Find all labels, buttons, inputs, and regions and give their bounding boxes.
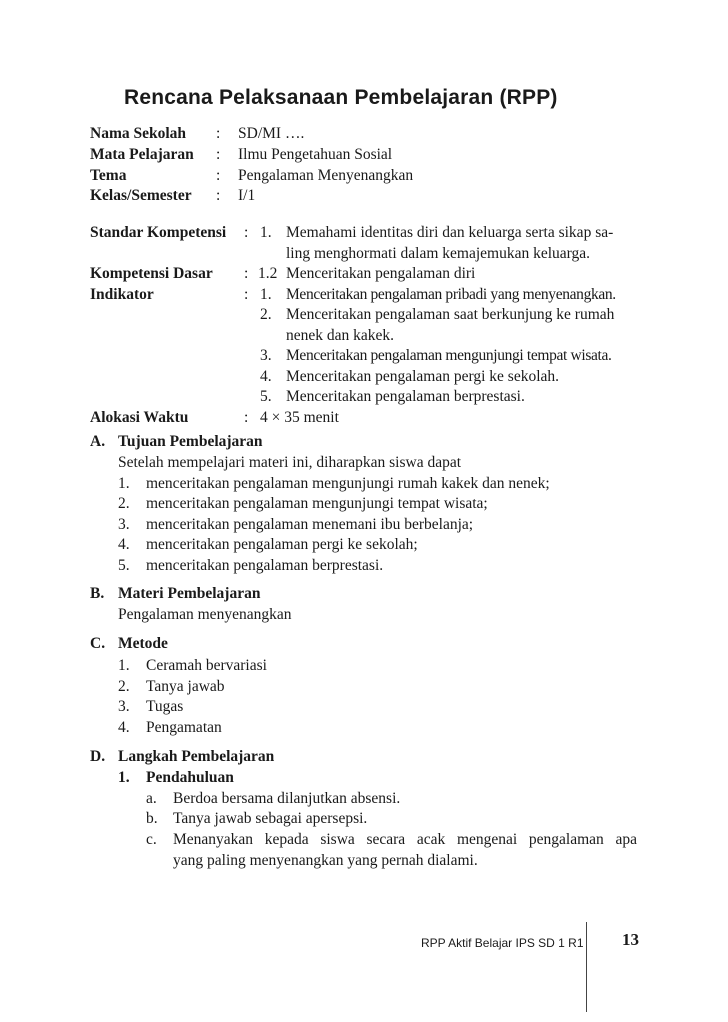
kompetensi-sep: : xyxy=(244,265,249,282)
identity-sep: : xyxy=(216,146,221,163)
identity-label: Mata Pelajaran xyxy=(90,146,194,163)
section-a-item-num: 2. xyxy=(118,495,130,512)
standar-num: 1. xyxy=(260,224,272,241)
kompetensi-num: 1.2 xyxy=(258,265,278,282)
footer-book-title: RPP Aktif Belajar IPS SD 1 R1 xyxy=(421,936,584,950)
section-a-item-text: menceritakan pengalaman mengunjungi rumah kakek dan nenek; xyxy=(146,475,550,492)
section-a-item-num: 4. xyxy=(118,536,130,553)
indikator-item-text: Menceritakan pengalaman pergi ke sekolah. xyxy=(286,368,560,385)
section-a-item-text: menceritakan pengalaman menemani ibu berbelanja; xyxy=(146,516,474,533)
section-a-item-num: 1. xyxy=(118,475,130,492)
section-d-item-text: Menanyakan kepada siswa secara acak mengenai pengalaman apa xyxy=(173,831,637,848)
kompetensi-text: Menceritakan pengalaman diri xyxy=(286,265,476,282)
alokasi-sep: : xyxy=(244,409,249,426)
indikator-item-text: Menceritakan pengalaman pribadi yang menyenangkan. xyxy=(286,286,616,303)
standar-text-line1: Memahami identitas diri dan keluarga serta sikap sa- xyxy=(286,224,614,241)
indikator-item-num: 5. xyxy=(260,388,272,405)
section-d-item-num: b. xyxy=(146,810,158,827)
identity-label: Kelas/Semester xyxy=(90,187,192,204)
indikator-item-num: 2. xyxy=(260,306,272,323)
indikator-item-text: Menceritakan pengalaman berprestasi. xyxy=(286,388,525,405)
indikator-label: Indikator xyxy=(90,286,154,303)
section-a-item-text: menceritakan pengalaman mengunjungi tempat wisata; xyxy=(146,495,488,512)
footer-divider xyxy=(586,922,587,1012)
indikator-item-text: nenek dan kakek. xyxy=(286,327,395,344)
section-c-item-text: Tugas xyxy=(146,698,184,715)
section-c-item-text: Pengamatan xyxy=(146,719,222,736)
indikator-item-num: 3. xyxy=(260,347,272,364)
indikator-item-num: 4. xyxy=(260,368,272,385)
section-d-item-num: a. xyxy=(146,790,157,807)
alokasi-value: 4 × 35 menit xyxy=(260,409,339,426)
standar-text-line2: ling menghormati dalam kemajemukan keluarga. xyxy=(286,245,591,262)
identity-label: Tema xyxy=(90,167,127,184)
section-a-intro: Setelah mempelajari materi ini, diharapkan siswa dapat xyxy=(118,454,462,471)
identity-sep: : xyxy=(216,125,221,142)
standar-label: Standar Kompetensi xyxy=(90,224,227,241)
section-c-item-num: 1. xyxy=(118,657,130,674)
section-a-letter: A. xyxy=(90,433,106,450)
indikator-sep: : xyxy=(244,286,249,303)
section-a-title: Tujuan Pembelajaran xyxy=(118,433,263,450)
section-b-title: Materi Pembelajaran xyxy=(118,585,261,602)
identity-sep: : xyxy=(216,167,221,184)
section-c-item-text: Ceramah bervariasi xyxy=(146,657,267,674)
section-c-item-num: 2. xyxy=(118,678,130,695)
section-c-item-num: 3. xyxy=(118,698,130,715)
identity-sep: : xyxy=(216,187,221,204)
section-d-item-num: c. xyxy=(146,831,157,848)
indikator-item-text: Menceritakan pengalaman saat berkunjung ke rumah xyxy=(286,306,615,323)
section-d-sub-title: Pendahuluan xyxy=(146,769,234,786)
section-c-item-text: Tanya jawab xyxy=(146,678,225,695)
section-c-title: Metode xyxy=(118,635,168,652)
section-d-sub-num: 1. xyxy=(118,769,130,786)
section-a-item-num: 5. xyxy=(118,557,130,574)
section-c-letter: C. xyxy=(90,635,106,652)
indikator-item-text: Menceritakan pengalaman mengunjungi tempat wisata. xyxy=(286,347,612,364)
section-a-item-text: menceritakan pengalaman berprestasi. xyxy=(146,557,384,574)
section-b-letter: B. xyxy=(90,585,105,602)
alokasi-label: Alokasi Waktu xyxy=(90,409,189,426)
identity-label: Nama Sekolah xyxy=(90,125,187,142)
section-d-letter: D. xyxy=(90,748,106,765)
section-d-item-text: Berdoa bersama dilanjutkan absensi. xyxy=(173,790,401,807)
section-a-item-num: 3. xyxy=(118,516,130,533)
identity-value: Pengalaman Menyenangkan xyxy=(238,167,414,184)
section-a-item-text: menceritakan pengalaman pergi ke sekolah; xyxy=(146,536,418,553)
section-b-text: Pengalaman menyenangkan xyxy=(118,606,292,623)
document-title: Rencana Pelaksanaan Pembelajaran (RPP) xyxy=(124,86,558,109)
indikator-item-num: 1. xyxy=(260,286,272,303)
identity-value: I/1 xyxy=(238,187,256,204)
kompetensi-label: Kompetensi Dasar xyxy=(90,265,213,282)
identity-value: Ilmu Pengetahuan Sosial xyxy=(238,146,393,163)
section-d-title: Langkah Pembelajaran xyxy=(118,748,275,765)
section-c-item-num: 4. xyxy=(118,719,130,736)
standar-sep: : xyxy=(244,224,249,241)
page-number: 13 xyxy=(622,930,639,949)
identity-value: SD/MI …. xyxy=(238,125,305,142)
section-d-item-text: Tanya jawab sebagai apersepsi. xyxy=(173,810,368,827)
section-d-item-continuation: yang paling menyenangkan yang pernah dialami. xyxy=(173,852,478,869)
